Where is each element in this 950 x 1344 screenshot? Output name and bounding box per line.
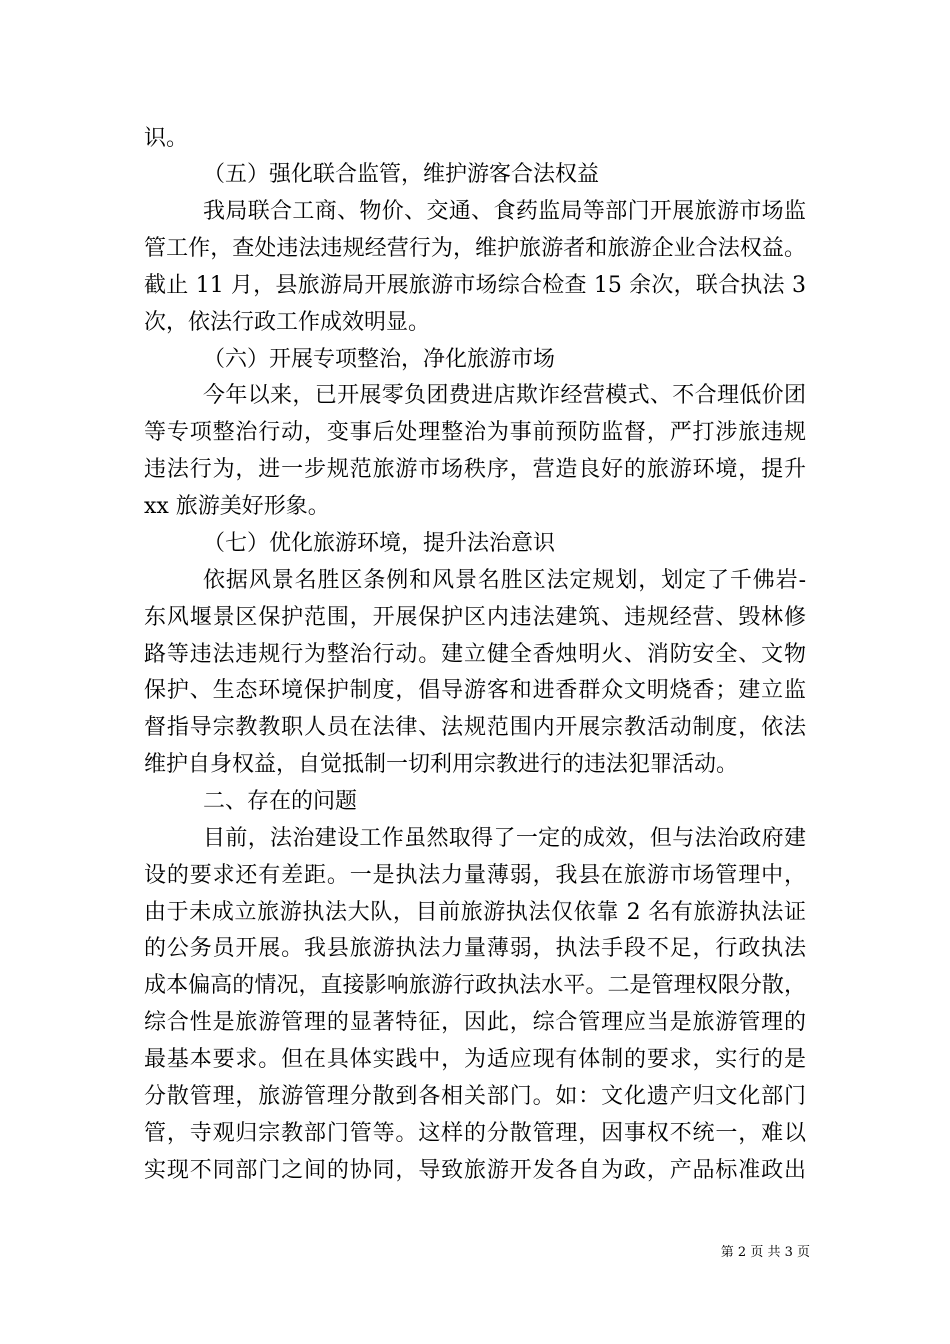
body-line: 综合性是旅游管理的显著特征，因此，综合管理应当是旅游管理的 — [144, 1010, 806, 1035]
body-line: 维护自身权益，自觉抵制一切利用宗教进行的违法犯罪活动。 — [144, 752, 739, 777]
section-heading: （六）开展专项整治，净化旅游市场 — [203, 347, 556, 372]
body-line: 我局联合工商、物价、交通、食药监局等部门开展旅游市场监 — [203, 199, 806, 224]
body-line: 等专项整治行动，变事后处理整治为事前预防监督，严打涉旅违规 — [144, 420, 806, 445]
body-line: 督指导宗教教职人员在法律、法规范围内开展宗教活动制度，依法 — [144, 715, 806, 740]
body-line: 违法行为，进一步规范旅游市场秩序，营造良好的旅游环境，提升 — [144, 457, 806, 482]
body-line: 最基本要求。但在具体实践中，为适应现有体制的要求，实行的是 — [144, 1047, 806, 1072]
body-line: 识。 — [144, 126, 189, 151]
section-heading: （五）强化联合监管，维护游客合法权益 — [203, 162, 600, 187]
body-line: 目前，法治建设工作虽然取得了一定的成效，但与法治政府建 — [203, 826, 806, 851]
body-line: 截止 11 月，县旅游局开展旅游市场综合检查 15 余次，联合执法 3 — [144, 273, 806, 298]
body-line: 实现不同部门之间的协同，导致旅游开发各自为政，产品标准政出 — [144, 1158, 806, 1183]
body-line: 设的要求还有差距。一是执法力量薄弱，我县在旅游市场管理中， — [144, 863, 806, 888]
body-line: 次，依法行政工作成效明显。 — [144, 310, 431, 335]
body-line: 管，寺观归宗教部门管等。这样的分散管理，因事权不统一，难以 — [144, 1121, 806, 1146]
body-line: 管工作，查处违法违规经营行为，维护旅游者和旅游企业合法权益。 — [144, 236, 806, 261]
body-line: 依据风景名胜区条例和风景名胜区法定规划，划定了千佛岩- — [203, 568, 806, 593]
body-line: 保护、生态环境保护制度，倡导游客和进香群众文明烧香；建立监 — [144, 678, 806, 703]
body-line: 路等违法违规行为整治行动。建立健全香烛明火、消防安全、文物 — [144, 642, 806, 667]
body-line: 分散管理，旅游管理分散到各相关部门。如：文化遗产归文化部门 — [144, 1084, 806, 1109]
body-line: 东风堰景区保护范围，开展保护区内违法建筑、违规经营、毁林修 — [144, 605, 806, 630]
page-number-footer: 第 2 页 共 3 页 — [720, 1245, 810, 1260]
body-line: 今年以来，已开展零负团费进店欺诈经营模式、不合理低价团 — [203, 383, 806, 408]
body-line: 由于未成立旅游执法大队，目前旅游执法仅依靠 2 名有旅游执法证 — [144, 900, 806, 925]
body-line: 成本偏高的情况，直接影响旅游行政执法水平。二是管理权限分散， — [144, 973, 806, 998]
body-line: 的公务员开展。我县旅游执法力量薄弱，执法手段不足，行政执法 — [144, 936, 806, 961]
section-heading: 二、存在的问题 — [203, 789, 358, 814]
section-heading: （七）优化旅游环境，提升法治意识 — [203, 531, 556, 556]
body-line: xx 旅游美好形象。 — [144, 494, 330, 519]
